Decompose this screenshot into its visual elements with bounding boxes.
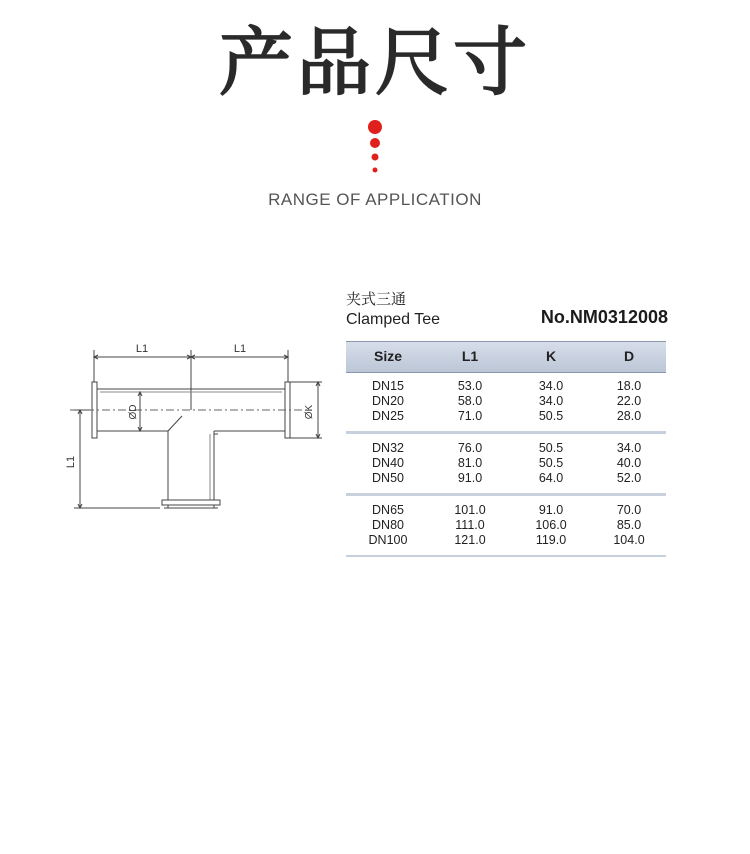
label-l1-left: L1: [135, 343, 149, 355]
table-row: [346, 471, 666, 487]
table-cell: 71.0: [457, 409, 483, 423]
model-number: No.NM0312008: [540, 307, 668, 327]
dot-2: [370, 138, 380, 148]
table-cell: DN15: [372, 379, 404, 393]
group-divider: [346, 493, 666, 496]
table-cell: 121.0: [454, 533, 486, 547]
table-header: [346, 341, 666, 373]
table-cell: 81.0: [457, 456, 483, 470]
table-row: [346, 533, 666, 549]
table-cell: DN80: [372, 518, 404, 532]
table-cell: 70.0: [616, 503, 642, 517]
table-cell: 76.0: [457, 441, 483, 455]
table-row: [346, 518, 666, 534]
table-cell: 18.0: [616, 379, 642, 393]
table-cell: 58.0: [457, 394, 483, 408]
table-row: [346, 394, 666, 410]
product-name-cn: 夹式三通: [346, 290, 407, 308]
group-divider: [346, 431, 666, 434]
table-cell: 50.5: [538, 441, 564, 455]
table-cell: 101.0: [454, 503, 486, 517]
product-name-en: Clamped Tee: [346, 311, 440, 328]
label-diameter-k: ØK: [304, 404, 315, 420]
table-cell: 104.0: [613, 533, 645, 547]
table-row: [346, 441, 666, 457]
table-cell: 53.0: [457, 379, 483, 393]
dot-1: [368, 120, 382, 134]
column-header-size: Size: [373, 348, 402, 364]
spec-panel: [346, 285, 690, 595]
table-cell: DN20: [372, 394, 404, 408]
column-header-l1: L1: [461, 348, 479, 364]
table-cell: DN50: [372, 471, 404, 485]
table-cell: DN65: [372, 503, 404, 517]
dot-4: [373, 168, 378, 173]
table-cell: 106.0: [535, 518, 567, 532]
table-cell: 119.0: [535, 533, 567, 547]
table-row: [346, 379, 666, 395]
table-cell: DN25: [372, 409, 404, 423]
table-cell: 22.0: [616, 394, 642, 408]
column-header-k: K: [545, 348, 557, 364]
table-row: [346, 456, 666, 472]
table-row: [346, 503, 666, 519]
label-l1-side: L1: [65, 455, 77, 469]
table-row: [346, 409, 666, 425]
table-cell: 91.0: [538, 503, 564, 517]
table-cell: 91.0: [457, 471, 483, 485]
table-cell: 50.5: [538, 456, 564, 470]
table-cell: 52.0: [616, 471, 642, 485]
table-cell: 34.0: [538, 379, 564, 393]
section-subtitle: RANGE OF APPLICATION: [268, 190, 482, 209]
table-cell: 34.0: [616, 441, 642, 455]
label-l1-right: L1: [233, 343, 247, 355]
column-header-d: D: [623, 348, 635, 364]
page-title: 产品尺寸: [219, 20, 531, 106]
table-cell: 111.0: [455, 518, 485, 532]
table-cell: DN40: [372, 456, 404, 470]
table-bottom-border: [346, 555, 666, 557]
table-cell: 40.0: [616, 456, 642, 470]
table-cell: 50.5: [538, 409, 564, 423]
table-cell: 64.0: [538, 471, 564, 485]
table-cell: 28.0: [616, 409, 642, 423]
dot-3: [372, 154, 379, 161]
table-cell: 85.0: [616, 518, 642, 532]
table-cell: DN100: [368, 533, 408, 547]
label-diameter-d: ØD: [128, 404, 139, 420]
table-cell: DN32: [372, 441, 404, 455]
table-cell: 34.0: [538, 394, 564, 408]
clamped-tee-drawing: [60, 340, 330, 530]
